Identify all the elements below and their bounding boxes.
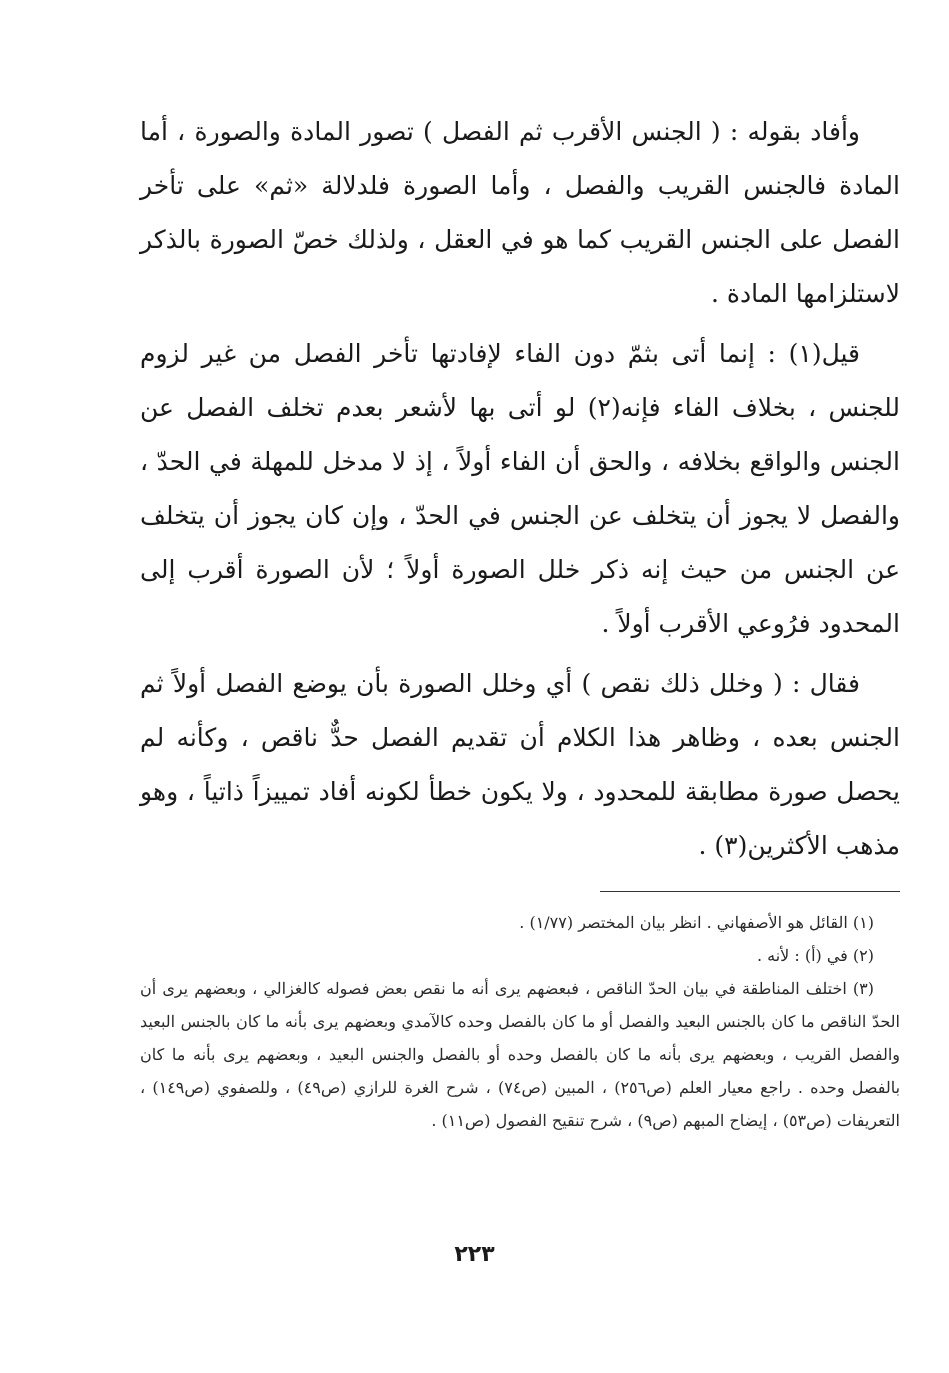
paragraph-3: فقال : ( وخلل ذلك نقص ) أي وخلل الصورة بأن يوضع الفصل أولاً ثم الجنس بعده ، وظاهر هذا الكلام أن تقديم الفصل حدٌّ ناقص ، وكأنه لم يحصل صورة مطابقة للمحدود ، ولا يكون خطأ لكونه أفاد تمييزاً ذاتياً ، وهو مذهب الأكثرين(٣) . (140, 669, 900, 860)
paragraph-2: قيل(١) : إنما أتى بثمّ دون الفاء لإفادتها تأخر الفصل من غير لزوم للجنس ، بخلاف الفاء فإنه(٢) لو أتى بها لأشعر بعدم تخلف الفصل عن الجنس والواقع بخلافه ، والحق أن الفاء أولاً ، إذ لا مدخل للمهلة في الحدّ ، والفصل لا يجوز أن يتخلف عن الجنس في الحدّ ، وإن كان يجوز أن يتخلف عن الجنس من حيث إنه ذكر خلل الصورة أولاً ؛ لأن الصورة أقرب إلى المحدود فرُوعي الأقرب أولاً . (140, 339, 901, 638)
main-text (140, 105, 900, 873)
page-body (140, 105, 900, 1137)
footnote-divider (600, 891, 900, 892)
footnote-1: (١) القائل هو الأصفهاني . انظر بيان المختصر (١/٧٧) . (519, 913, 874, 932)
footnotes (140, 906, 900, 1137)
footnote-3: (٣) اختلف المناطقة في بيان الحدّ الناقص ، فبعضهم يرى أنه ما نقص بعض فصوله كالغزالي ، وبعضهم يرى أن الحدّ الناقص ما كان بالجنس البعيد والفصل أو ما كان بالفصل وحده كالآمدي وبعضهم يرى بأنه ما كان بالجنس البعيد والفصل القريب ، وبعضهم يرى بأنه ما كان بالفصل وحده أو بالفصل والجنس البعيد ، وبعضهم يرى بأنه ما كان بالفصل وحده . راجع معيار العلم (ص٢٥٦) ، المبين (ص٧٤) ، شرح الغرة للرازي (ص٤٩) ، وللصفوي (ص١٤٩) ، التعريفات (ص٥٣) ، إيضاح المبهم (ص٩) ، شرح تنقيح الفصول (ص١١) . (140, 979, 901, 1130)
paragraph-1: وأفاد بقوله : ( الجنس الأقرب ثم الفصل ) تصور المادة والصورة ، أما المادة فالجنس القريب والفصل ، وأما الصورة فلدلالة «ثم» على تأخر الفصل على الجنس القريب كما هو في العقل ، ولذلك خصّ الصورة بالذكر لاستلزامها المادة . (140, 117, 900, 308)
page-number: ٢٢٣ (454, 1242, 495, 1267)
footnote-2: (٢) في (أ) : لأنه . (756, 946, 874, 965)
